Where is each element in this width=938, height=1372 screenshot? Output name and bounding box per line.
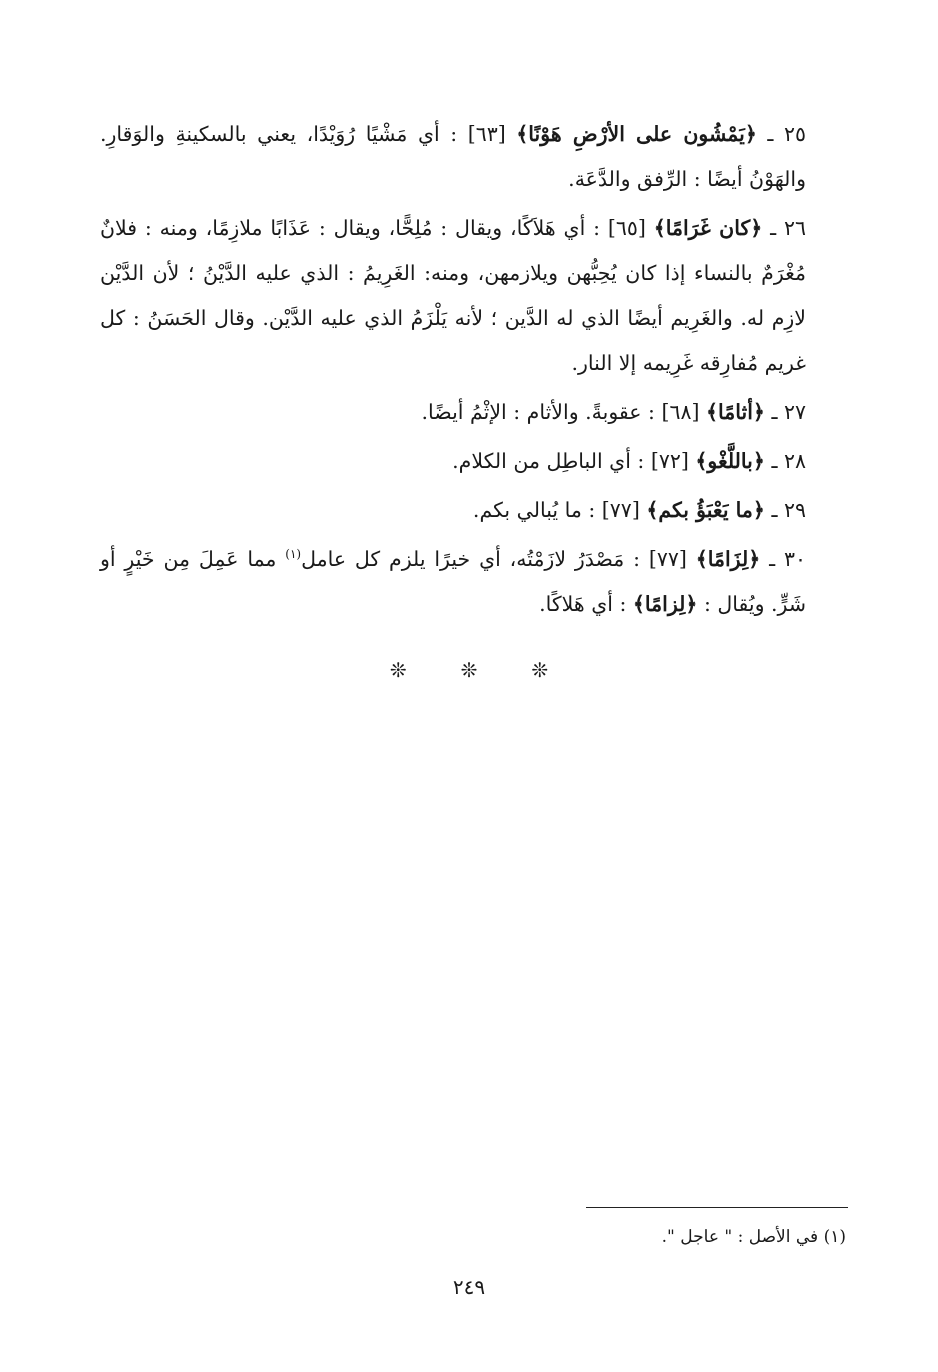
quran-phrase: ﴿أثامًا﴾ <box>706 400 765 424</box>
footnote-reference[interactable]: (١) <box>285 547 302 562</box>
entry-number: ٢٩ ـ <box>771 498 806 522</box>
entry-27 <box>100 390 846 435</box>
footnote-text: في الأصل : " عاجل ". <box>661 1227 819 1247</box>
entry-29 <box>100 488 846 533</box>
entry-gloss: [٦٣] : أي مَشْيًا رُوَيْدًا، يعني بالسكينةِ والوَقارِ. والهَوْنُ أيضًا : الرِّفق والدَّعَة. <box>100 122 806 191</box>
entry-number: ٢٧ ـ <box>771 400 806 424</box>
entry-number: ٢٥ ـ <box>767 122 806 146</box>
entry-gloss: [٧٢] : أي الباطِل من الكلام. <box>452 449 696 473</box>
entry-28 <box>100 439 846 484</box>
entry-gloss: [٦٥] : أي هَلاَكًا، ويقال : مُلِحًّا، ويقال : عَذَابًا ملازِمًا، ومنه : فلانٌ مُغْرَمٌ بالنساء إذا كان يُحِبُّهن ويلازمهن، ومنه: الغَرِيمُ : الذي عليه الدَّيْنُ ؛ لأن الدَّيْن لازِم له. والغَرِيم أيضًا الذي له الدَّين ؛ لأنه يَلْزَمُ الذي عليه الدَّيْن. وقال الحَسَنُ : كل غريم مُفارِقه غَرِيمه إلا النار. <box>100 216 806 375</box>
entry-number: ٢٦ ـ <box>770 216 806 240</box>
entry-gloss: [٧٧] : مَصْدَرُ لازَمْتُه، أي خيرًا يلزم كل عامل <box>301 547 696 571</box>
quran-phrase-secondary: ﴿لِزامًا﴾ <box>632 592 698 616</box>
asterism-star-icon: ❊ <box>389 658 407 682</box>
quran-phrase: ﴿باللَّغْو﴾ <box>695 449 765 473</box>
quran-phrase: ﴿يَمْشُون على الأرْضِ هَوْنًا﴾ <box>516 122 757 146</box>
entry-gloss: [٦٨] : عقوبةً. والأثام : الإثْمُ أيضًا. <box>421 400 706 424</box>
asterism-star-icon: ❊ <box>460 658 478 682</box>
entry-25 <box>100 112 846 202</box>
entry-gloss: [٧٧] : ما يُبالي بكم. <box>472 498 647 522</box>
quran-phrase: ﴿لِزَامًا﴾ <box>695 547 761 571</box>
entry-number: ٣٠ ـ <box>769 547 806 571</box>
footnote-marker: (١) <box>823 1227 846 1247</box>
section-separator <box>0 658 938 682</box>
quran-phrase: ﴿كان غَرَامًا﴾ <box>653 216 763 240</box>
entry-26 <box>100 206 846 386</box>
entry-30 <box>100 537 846 627</box>
entry-gloss-end: : أي هَلاكًا. <box>539 592 633 616</box>
footnote <box>662 1222 846 1252</box>
entry-gloss-continued: مما عَمِلَ مِن خَيْرٍ أو شَرٍّ. ويُقال : <box>100 547 806 616</box>
entry-number: ٢٨ ـ <box>771 449 806 473</box>
footnote-divider <box>586 1207 848 1208</box>
page-number: ٢٤٩ <box>452 1275 486 1299</box>
asterism-star-icon: ❊ <box>531 658 549 682</box>
main-text <box>100 112 846 627</box>
quran-phrase: ﴿ما يَعْبَؤُ بكم﴾ <box>646 498 765 522</box>
